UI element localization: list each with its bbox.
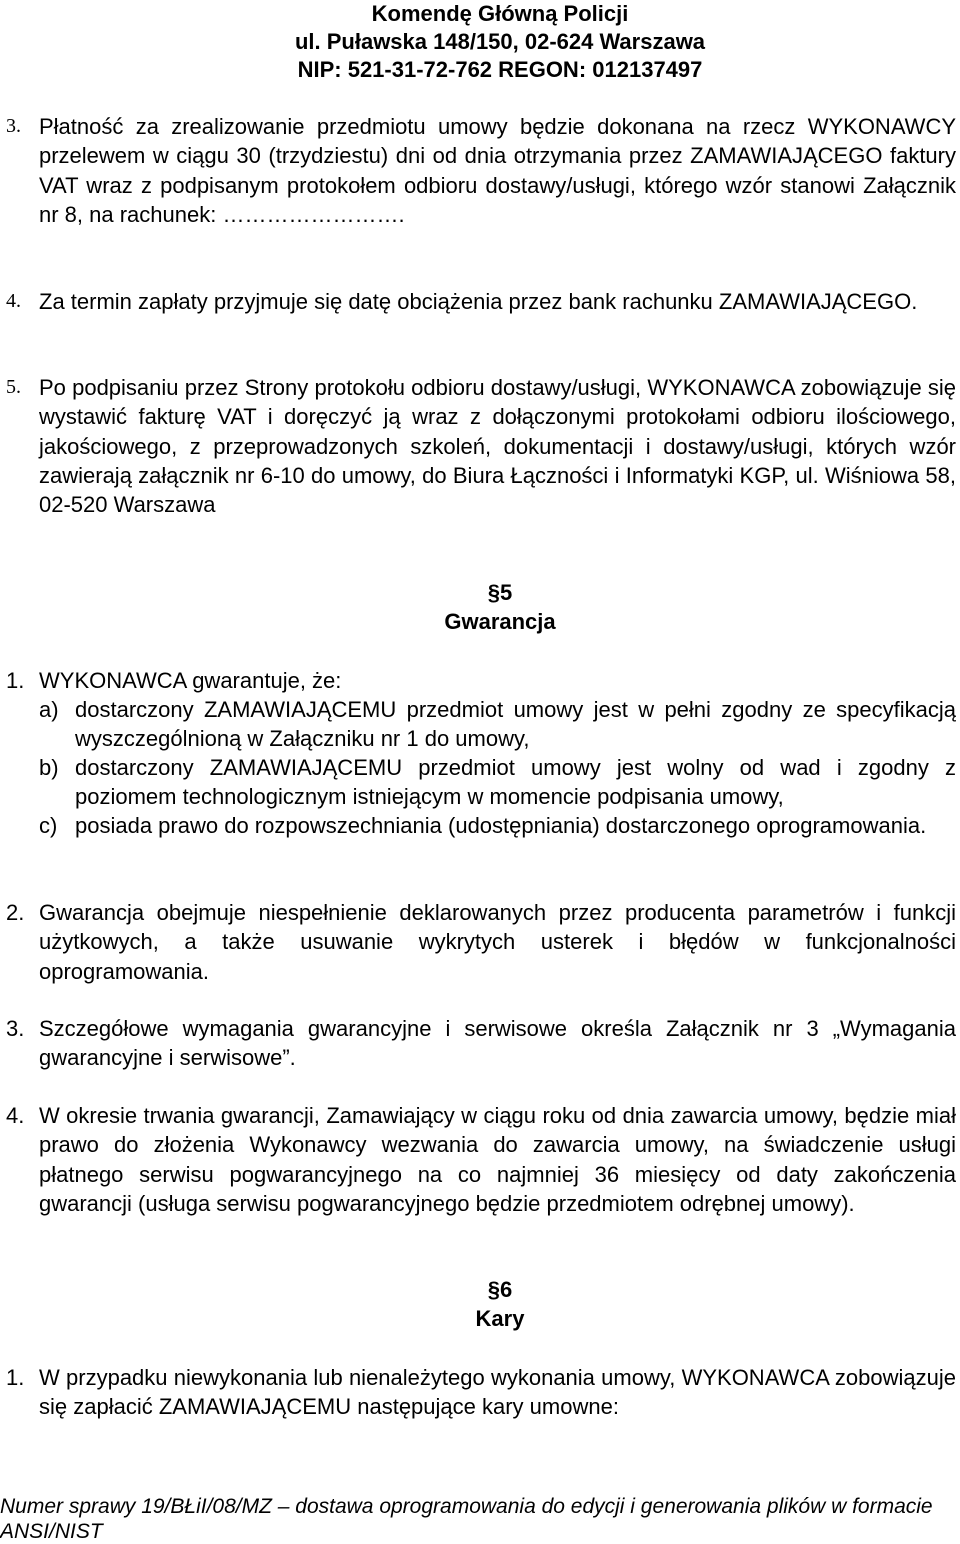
point-number: 5. (6, 376, 21, 398)
section5-number: §5 (487, 580, 513, 605)
section5-point-4 (6, 1101, 956, 1218)
item-letter: b) (39, 755, 59, 780)
header-line-1: Komendę Główną Policji (371, 1, 629, 26)
point-number: 4. (6, 290, 21, 312)
section5-point-1 (6, 666, 956, 695)
section6-number: §6 (487, 1277, 513, 1302)
point-text: Za termin zapłaty przyjmuje się datę obciążenia przez bank rachunku ZAMAWIAJĄCEGO. (39, 289, 918, 314)
item-text: dostarczony ZAMAWIAJĄCEMU przedmiot umowy jest wolny od wad i zgodny z poziomem technologicznym istniejącym w momencie podpisania umowy, (75, 755, 956, 810)
section6-title: Kary (475, 1306, 525, 1331)
point-number: 1. (6, 668, 25, 693)
point-text: WYKONAWCA gwarantuje, że: (39, 668, 342, 693)
section5-point-1-item-b (39, 753, 956, 812)
header-line-2: ul. Puławska 148/150, 02-624 Warszawa (294, 29, 706, 54)
header-line-3: NIP: 521-31-72-762 REGON: 012137497 (297, 57, 703, 82)
section4-point-5 (6, 373, 956, 519)
item-letter: a) (39, 697, 59, 722)
section5-title: Gwarancja (444, 609, 556, 634)
point-text: W okresie trwania gwarancji, Zamawiający w ciągu roku od dnia zawarcia umowy, będzie miał prawo do złożenia Wykonawcy wezwania do zawarcia umowy, na świadczenie usługi płatnego serwisu pogwarancyjnego na co najmniej 36 miesięcy od daty zakończenia gwarancji (usługa serwisu pogwarancyjnego będzie przedmiotem odrębnej umowy). (39, 1103, 956, 1216)
section5-point-1-item-a (39, 695, 956, 754)
item-text: posiada prawo do rozpowszechniania (udostępniania) dostarczonego oprogramowania. (75, 813, 927, 838)
point-text: Po podpisaniu przez Strony protokołu odbioru dostawy/usługi, WYKONAWCA zobowiązuje się wystawić fakturę VAT i doręczyć ją wraz z dołączonymi protokołami odbioru ilościowego, jakościowego, z przeprowadzonych szkoleń, dokumentacji i dostawy/usługi, których wzór zawierają załącznik nr 6-10 do umowy, do Biura Łączności i Informatyki KGP, ul. Wiśniowa 58, 02-520 Warszawa (39, 375, 956, 518)
point-text: W przypadku niewykonania lub nienależytego wykonania umowy, WYKONAWCA zobowiązuje się zapłacić ZAMAWIAJĄCEMU następujące kary umowne: (39, 1365, 956, 1420)
section4-point-4 (6, 287, 956, 316)
point-text: Gwarancja obejmuje niespełnienie deklarowanych przez producenta parametrów i funkcji użytkowych, a także usuwanie wykrytych usterek i błędów w funkcjonalności oprogramowania. (39, 900, 956, 984)
point-number: 3. (6, 115, 21, 137)
point-number: 1. (6, 1365, 25, 1390)
section4-point-3 (6, 112, 956, 229)
point-number: 3. (6, 1016, 25, 1041)
item-letter: c) (39, 813, 58, 838)
point-text: Szczegółowe wymagania gwarancyjne i serwisowe określa Załącznik nr 3 „Wymagania gwarancyjne i serwisowe”. (39, 1016, 956, 1071)
section5-point-2 (6, 898, 956, 986)
section6-point-1 (6, 1363, 956, 1422)
section5-point-3 (6, 1014, 956, 1073)
point-number: 2. (6, 900, 25, 925)
section5-point-1-item-c (39, 811, 956, 840)
item-text: dostarczony ZAMAWIAJĄCEMU przedmiot umowy jest w pełni zgodny ze specyfikacją wyszczególnioną w Załączniku nr 1 do umowy, (75, 697, 956, 752)
point-text: Płatność za zrealizowanie przedmiotu umowy będzie dokonana na rzecz WYKONAWCY przelewem w ciągu 30 (trzydziestu) dni od dnia otrzymania przez ZAMAWIAJĄCEGO faktury VAT wraz z podpisanym protokołem odbioru dostawy/usługi, którego wzór stanowi Załącznik nr 8, na rachunek: ……………………. (39, 114, 956, 227)
point-number: 4. (6, 1103, 25, 1128)
page-footer: Numer sprawy 19/BŁiI/08/MZ – dostawa oprogramowania do edycji i generowania plików w formacie ANSI/NIST (0, 1495, 933, 1543)
